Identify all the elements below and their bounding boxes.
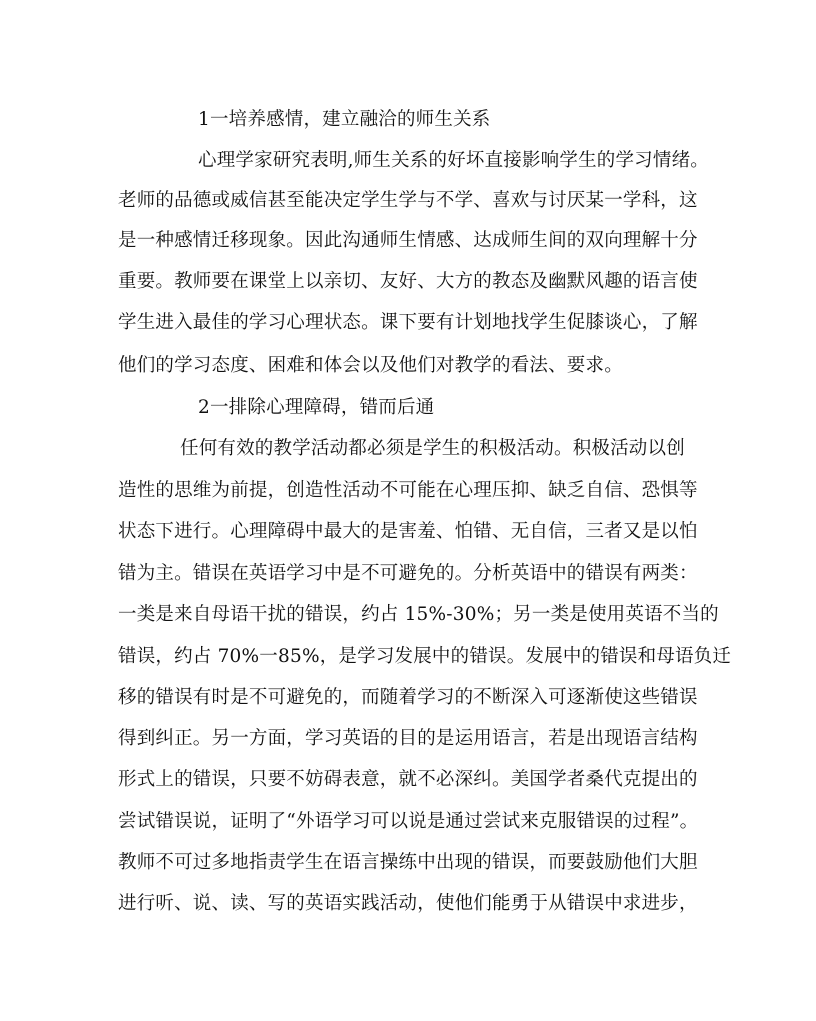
section-1-heading: 1一培养感情，建立融洽的师生关系: [198, 109, 491, 130]
paragraph-line: 得到纠正。另一方面，学习英语的目的是运用语言，若是出现语言结构: [118, 728, 698, 749]
paragraph-line: 形式上的错误，只要不妨碍表意，就不必深纠。美国学者桑代克提出的: [118, 769, 698, 790]
paragraph-line: 他们的学习态度、困难和体会以及他们对教学的看法、要求。: [118, 355, 623, 376]
paragraph-line: 学生进入最佳的学习心理状态。课下要有计划地找学生促膝谈心，了解: [118, 312, 698, 333]
paragraph-line: 状态下进行。心理障碍中最大的是害羞、怕错、无自信，三者又是以怕: [118, 521, 698, 542]
paragraph-line: 进行听、说、读、写的英语实践活动，使他们能勇于从错误中求进步，: [118, 893, 698, 914]
paragraph-line: 任何有效的教学活动都必须是学生的积极活动。积极活动以创: [180, 438, 685, 459]
paragraph-line: 错误，约占 70%一85%，是学习发展中的错误。发展中的错误和母语负迁: [118, 646, 732, 667]
paragraph-line: 重要。教师要在课堂上以亲切、友好、大方的教态及幽默风趣的语言使: [118, 271, 698, 292]
paragraph-line: 是一种感情迁移现象。因此沟通师生情感、达成师生间的双向理解十分: [118, 230, 698, 251]
paragraph-line: 一类是来自母语干扰的错误，约占 15%-30%；另一类是使用英语不当的: [118, 604, 719, 625]
paragraph-line: 错为主。错误在英语学习中是不可避免的。分析英语中的错误有两类：: [118, 563, 698, 584]
paragraph-line: 教师不可过多地指责学生在语言操练中出现的错误，而要鼓励他们大胆: [118, 852, 698, 873]
paragraph-line: 移的错误有时是不可避免的，而随着学习的不断深入可逐渐使这些错误: [118, 687, 698, 708]
paragraph-line: 尝试错误说，证明了“外语学习可以说是通过尝试来克服错误的过程”。: [118, 811, 699, 832]
section-2-heading: 2一排除心理障碍，错而后通: [198, 397, 435, 418]
paragraph-line: 造性的思维为前提，创造性活动不可能在心理压抑、缺乏自信、恐惧等: [118, 480, 698, 501]
paragraph-line: 心理学家研究表明,师生关系的好坏直接影响学生的学习情绪。: [198, 150, 709, 171]
paragraph-line: 老师的品德或威信甚至能决定学生学与不学、喜欢与讨厌某一学科，这: [118, 190, 698, 211]
